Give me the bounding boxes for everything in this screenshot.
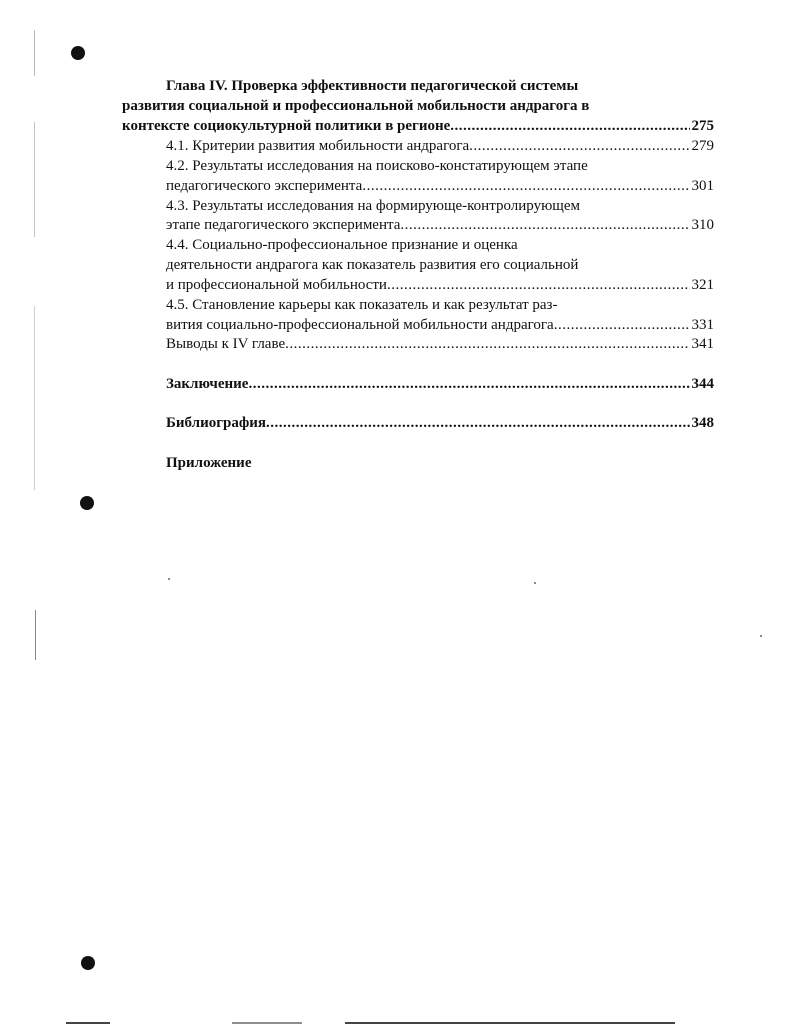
page-number: 310 [691,217,714,233]
toc-entry-line: 4.3. Результаты исследования на формирующе-контролирующем [166,198,580,214]
scan-bottom-edge [66,1022,110,1024]
chapter-heading-entry: контексте социокультурной политики в регионе ..... 275 [122,116,714,136]
scan-bottom-edge [232,1022,302,1024]
scan-edge-line [34,30,35,490]
chapter-heading-line: развития социальной и профессиональной мобильности андрагога в [122,98,590,114]
page-number: 321 [691,277,714,293]
page-number: 344 [691,376,714,392]
punch-hole [71,46,85,60]
scan-speck [534,582,536,584]
toc-entry-conclusion: Заключение ..... 344 [166,374,714,394]
toc-entry-line: 4.5. Становление карьеры как показатель и как результат раз- [166,297,558,313]
leader-dots [554,315,690,335]
toc-entry: Выводы к IV главе ..... 341 [166,334,714,354]
punch-hole [80,496,94,510]
page-number: 331 [691,317,714,333]
leader-dots [362,176,689,196]
toc-entry: и профессиональной мобильности ..... 321 [166,275,714,295]
punch-hole [81,956,95,970]
leader-dots [266,413,689,433]
page-number: 275 [691,118,714,134]
toc-entry-appendix: Приложение [166,455,252,471]
page-number: 279 [691,138,714,154]
leader-dots [248,374,689,394]
leader-dots [469,136,689,156]
leader-dots [400,215,689,235]
toc-entry-line: 4.4. Социально-профессиональное признание и оценка [166,237,518,253]
leader-dots [450,116,689,136]
toc-entry: педагогического эксперимента ..... 301 [166,176,714,196]
toc-entry-line: деятельности андрагога как показатель развития его социальной [166,257,579,273]
chapter-heading-line: Глава IV. Проверка эффективности педагогической системы [166,78,579,94]
scan-speck [760,635,762,637]
scan-bottom-edge [345,1022,675,1024]
page-number: 301 [691,178,714,194]
scan-edge-line [35,610,36,660]
toc-entry-bibliography: Библиография ..... 348 [166,413,714,433]
toc-entry: этапе педагогического эксперимента ..... 310 [166,215,714,235]
page-number: 341 [691,336,714,352]
toc-entry: 4.1. Критерии развития мобильности андрагога ..... 279 [166,136,714,156]
toc-entry: вития социально-профессиональной мобильности андрагога ..... 331 [166,315,714,335]
page-number: 348 [691,415,714,431]
scan-speck [168,578,170,580]
toc-entry-line: 4.2. Результаты исследования на поисково-констатирующем этапе [166,158,588,174]
leader-dots [387,275,690,295]
leader-dots [285,334,689,354]
